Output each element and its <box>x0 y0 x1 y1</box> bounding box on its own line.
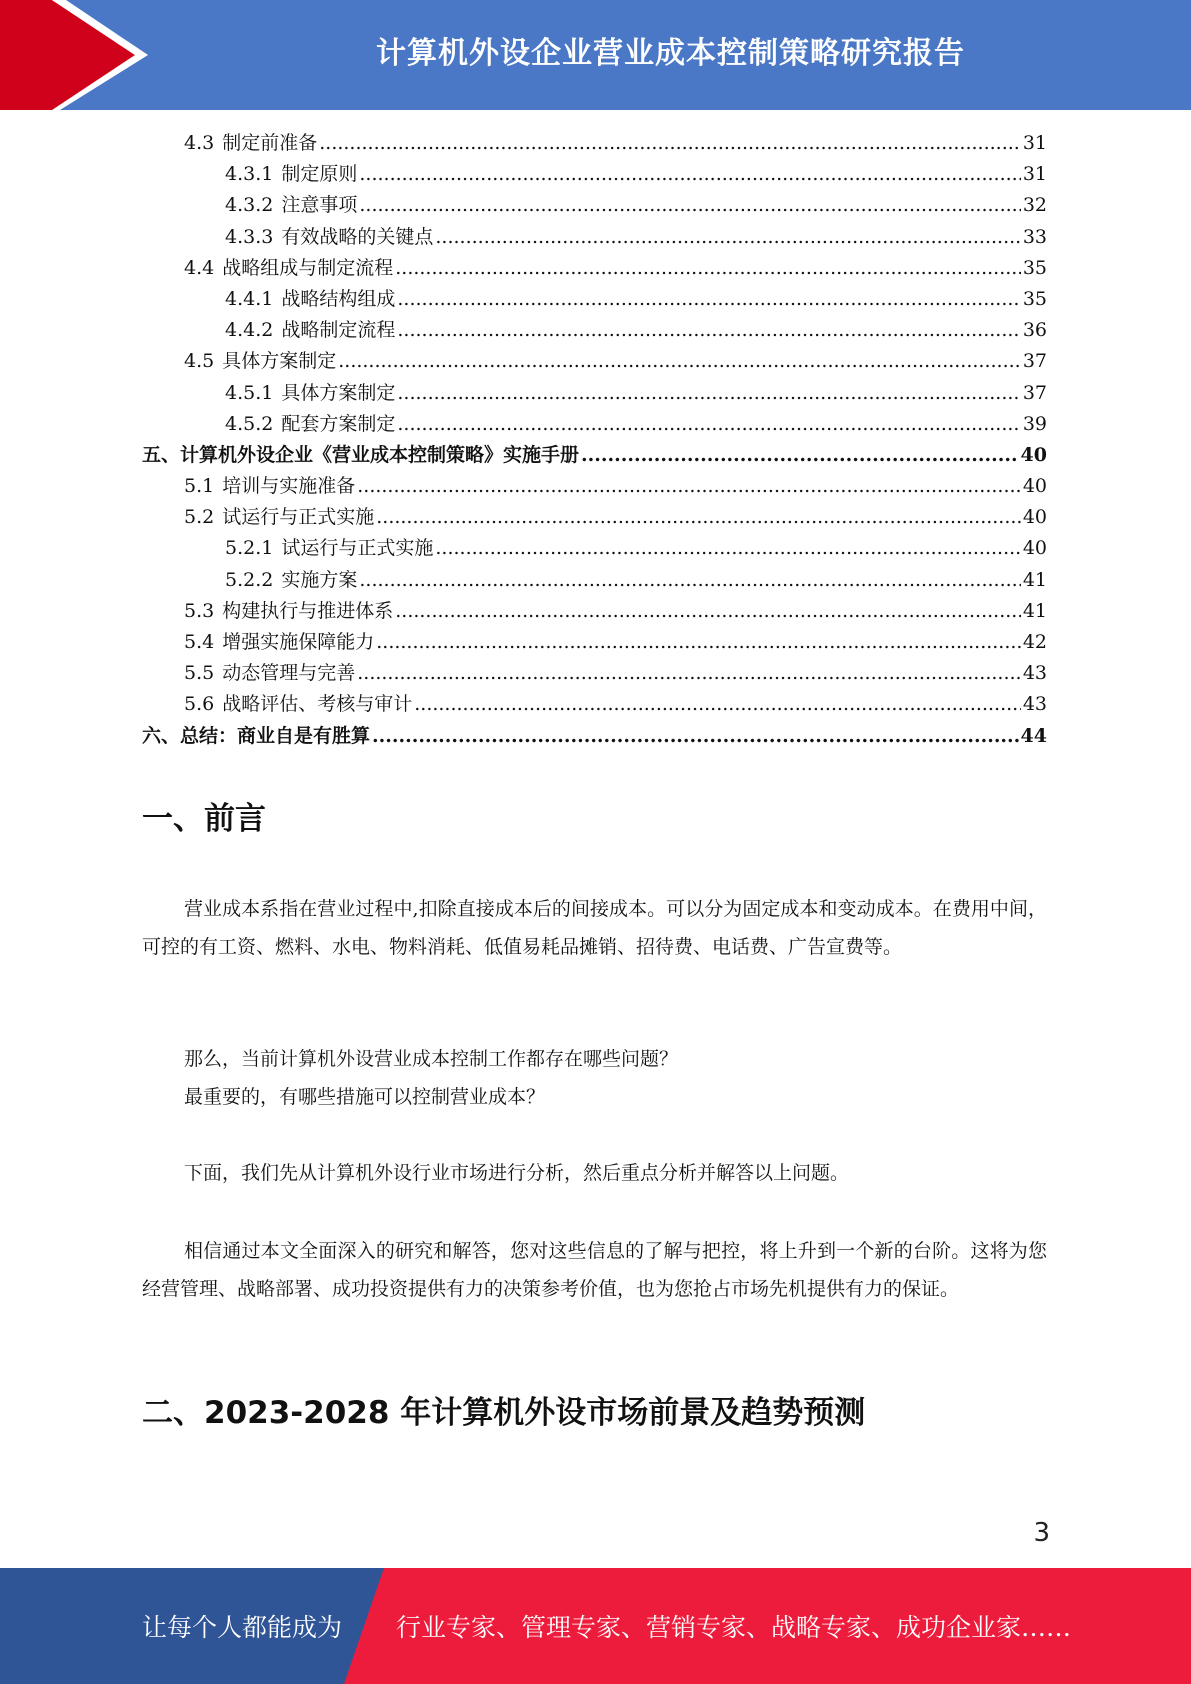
toc-entry-title: 战略组成与制定流程 <box>222 256 394 279</box>
toc-entry-page: 37 <box>1022 381 1047 404</box>
toc-entry-title: 计算机外设企业《营业成本控制策略》实施手册 <box>180 443 580 466</box>
toc-leader-dots <box>397 315 1020 346</box>
header-chevron-icon <box>0 0 160 110</box>
toc-leader-dots <box>359 565 1020 596</box>
toc-entry-title: 构建执行与推进体系 <box>222 599 394 622</box>
toc-leader-dots <box>395 596 1021 627</box>
toc-entry[interactable] <box>142 346 1047 377</box>
page-header <box>0 0 1191 110</box>
toc-entry[interactable] <box>142 253 1047 284</box>
toc-entry-number: 4.5 <box>184 350 215 373</box>
footer-roles: 行业专家、管理专家、营销专家、战略专家、成功企业家…… <box>396 1613 1072 1642</box>
toc-entry[interactable] <box>142 378 1047 409</box>
toc-entry-number: 5.2.2 <box>225 568 274 591</box>
toc-entry-number: 4.5.1 <box>225 381 274 404</box>
toc-entry-title: 战略制定流程 <box>281 319 396 342</box>
toc-entry-title: 配套方案制定 <box>281 412 396 435</box>
toc-entry[interactable] <box>142 721 1047 752</box>
toc-leader-dots <box>319 128 1021 159</box>
toc-entry-page: 39 <box>1022 412 1047 435</box>
toc-entry-title: 实施方案 <box>281 568 358 591</box>
paragraph: 下面，我们先从计算机外设行业市场进行分析，然后重点分析并解答以上问题。 <box>184 1162 850 1184</box>
section-heading-preface: 一、前言 <box>142 801 266 837</box>
paragraph: 那么，当前计算机外设营业成本控制工作都存在哪些问题？ <box>184 1048 679 1070</box>
toc-entry[interactable] <box>142 502 1047 533</box>
toc-entry-number: 5.5 <box>184 662 215 685</box>
section-heading-market-forecast: 二、2023-2028 年计算机外设市场前景及趋势预测 <box>142 1395 866 1431</box>
toc-entry[interactable] <box>142 409 1047 440</box>
toc-leader-dots <box>372 721 1019 752</box>
toc-entry-page: 40 <box>1022 475 1047 498</box>
paragraph: 最重要的，有哪些措施可以控制营业成本？ <box>184 1086 546 1108</box>
toc-entry-page: 40 <box>1020 443 1047 466</box>
toc-entry-page: 40 <box>1022 537 1047 560</box>
toc-entry-number: 4.4.2 <box>225 319 274 342</box>
toc-entry-page: 43 <box>1022 693 1047 716</box>
toc-entry-page: 40 <box>1022 506 1047 529</box>
toc-entry-page: 43 <box>1022 662 1047 685</box>
toc-entry-number: 五、 <box>142 443 181 466</box>
toc-entry-page: 41 <box>1022 599 1047 622</box>
toc-entry-page: 36 <box>1022 319 1047 342</box>
toc-leader-dots <box>395 253 1021 284</box>
toc-entry-number: 5.2.1 <box>225 537 274 560</box>
toc-entry-page: 33 <box>1022 225 1047 248</box>
toc-leader-dots <box>435 533 1020 564</box>
toc-entry[interactable] <box>142 689 1047 720</box>
page-number: 3 <box>1033 1518 1050 1548</box>
toc-entry-number: 5.2 <box>184 506 215 529</box>
toc-leader-dots <box>357 658 1021 689</box>
toc-entry[interactable] <box>142 471 1047 502</box>
toc-entry[interactable] <box>142 533 1047 564</box>
toc-entry-title: 注意事项 <box>281 194 358 217</box>
toc-leader-dots <box>397 409 1020 440</box>
toc-entry[interactable] <box>142 596 1047 627</box>
toc-entry-title: 试运行与正式实施 <box>281 537 434 560</box>
toc-leader-dots <box>359 159 1020 190</box>
toc-entry-page: 42 <box>1022 631 1047 653</box>
toc-entry-title: 培训与实施准备 <box>222 475 356 498</box>
toc-entry-page: 35 <box>1022 287 1047 310</box>
toc-leader-dots <box>357 471 1021 502</box>
toc-entry-number: 5.1 <box>184 475 215 498</box>
toc-entry-number: 4.3.1 <box>225 163 274 186</box>
toc-leader-dots <box>581 440 1019 471</box>
footer-slogan: 让每个人都能成为 <box>142 1613 343 1642</box>
toc-leader-dots <box>397 378 1020 409</box>
toc-entry-number: 5.3 <box>184 599 215 622</box>
toc-entry-number: 4.3.3 <box>225 225 274 248</box>
toc-entry[interactable] <box>142 159 1047 190</box>
toc-entry[interactable] <box>142 565 1047 596</box>
toc-entry[interactable] <box>142 440 1047 471</box>
toc-entry-number: 4.3 <box>184 132 215 154</box>
toc-entry-title: 动态管理与完善 <box>222 662 356 685</box>
toc-entry[interactable] <box>142 128 1047 159</box>
toc-entry-number: 5.6 <box>184 693 215 716</box>
toc-entry-number: 六、 <box>142 724 181 747</box>
paragraph: 营业成本系指在营业过程中,扣除直接成本后的间接成本。可以分为固定成本和变动成本。在费用中间，可控的有工资、燃料、水电、物料消耗、低值易耗品摊销、招待费、电话费、广告宣费等。 <box>142 898 1047 958</box>
toc-entry[interactable] <box>142 284 1047 315</box>
toc-leader-dots <box>376 502 1021 533</box>
toc-entry-page: 35 <box>1022 256 1047 279</box>
toc-entry-number: 4.5.2 <box>225 412 274 435</box>
toc-entry-title: 战略评估、考核与审计 <box>222 693 413 716</box>
toc-entry[interactable] <box>142 222 1047 253</box>
toc-entry-title: 战略结构组成 <box>281 287 396 310</box>
toc-entry-page: 32 <box>1022 194 1047 217</box>
toc-entry-title: 有效战略的关键点 <box>281 225 434 248</box>
toc-entry-title: 总结：商业自是有胜算 <box>180 724 371 747</box>
toc-entry[interactable] <box>142 658 1047 689</box>
toc-entry-title: 试运行与正式实施 <box>222 506 375 529</box>
toc-entry[interactable] <box>142 315 1047 346</box>
toc-entry-title: 制定前准备 <box>222 132 318 154</box>
toc-entry-title: 制定原则 <box>281 163 358 186</box>
toc-entry-title: 具体方案制定 <box>281 381 396 404</box>
toc-entry-page: 44 <box>1020 724 1047 747</box>
toc-entry-number: 4.3.2 <box>225 194 274 217</box>
toc-leader-dots <box>414 689 1021 720</box>
page-footer <box>0 1568 1191 1684</box>
toc-leader-dots <box>397 284 1020 315</box>
toc-entry-number: 4.4 <box>184 256 215 279</box>
toc-leader-dots <box>359 190 1020 221</box>
report-title: 计算机外设企业营业成本控制策略研究报告 <box>376 36 965 71</box>
table-of-contents <box>142 128 1047 752</box>
toc-entry[interactable] <box>142 627 1047 658</box>
toc-entry-page: 37 <box>1022 350 1047 373</box>
toc-entry-title: 增强实施保障能力 <box>222 631 375 653</box>
toc-leader-dots <box>338 346 1021 377</box>
toc-entry[interactable] <box>142 190 1047 221</box>
toc-entry-number: 5.4 <box>184 631 215 653</box>
paragraph: 相信通过本文全面深入的研究和解答，您对这些信息的了解与把控，将上升到一个新的台阶。这将为您经营管理、战略部署、成功投资提供有力的决策参考价值，也为您抢占市场先机提供有力的保证。 <box>142 1240 1047 1300</box>
toc-entry-page: 41 <box>1022 568 1047 591</box>
toc-entry-title: 具体方案制定 <box>222 350 337 373</box>
toc-leader-dots <box>435 222 1020 253</box>
toc-entry-number: 4.4.1 <box>225 287 274 310</box>
toc-entry-page: 31 <box>1022 132 1047 154</box>
toc-entry-page: 31 <box>1022 163 1047 186</box>
toc-leader-dots <box>376 627 1021 658</box>
